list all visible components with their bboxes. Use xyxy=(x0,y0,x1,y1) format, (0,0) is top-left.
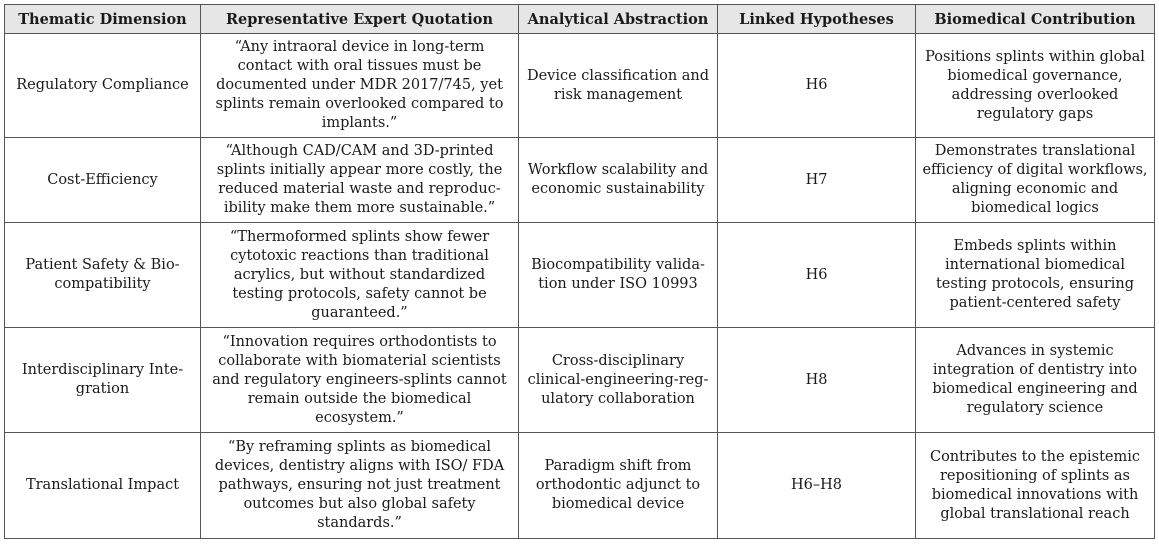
cell-hypotheses: H6 xyxy=(718,223,916,328)
table-row xyxy=(5,328,1155,433)
header-analytical-abstraction: Analytical Abstraction xyxy=(519,5,718,34)
table-row xyxy=(5,138,1155,223)
header-biomedical-contribution: Biomedical Contribution xyxy=(916,5,1155,34)
header-row xyxy=(5,5,1155,34)
header-expert-quotation: Representative Expert Quotation xyxy=(201,5,519,34)
cell-contribution: Positions splints within global biomedical governance, addressing overlooked regulatory gaps xyxy=(916,34,1155,138)
cell-contribution: Embeds splints within international biomedical testing protocols, ensuring patient-centered safety xyxy=(916,223,1155,328)
cell-hypotheses: H6–H8 xyxy=(718,433,916,539)
cell-dimension: Patient Safety & Biocompatibility xyxy=(5,223,201,328)
table-body xyxy=(5,34,1155,539)
cell-dimension: Regulatory Compliance xyxy=(5,34,201,138)
cell-dimension: Interdisciplinary Integration xyxy=(5,328,201,433)
cell-contribution: Contributes to the epistemic repositioning of splints as biomedical innovations with global translational reach xyxy=(916,433,1155,539)
cell-quotation: “By reframing splints as biomedical devices, dentistry aligns with ISO/ FDA pathways, ensuring not just treatment outcomes but also global safety standards.” xyxy=(201,433,519,539)
cell-contribution: Demonstrates translational efficiency of digital workflows, aligning economic and biomedical logics xyxy=(916,138,1155,223)
cell-abstraction: Device classification and risk management xyxy=(519,34,718,138)
table-row xyxy=(5,433,1155,539)
cell-dimension: Translational Impact xyxy=(5,433,201,539)
cell-quotation: “Innovation requires orthodontists to collaborate with biomaterial scientists and regulatory engineers-splints cannot remain outside the biomedical ecosystem.” xyxy=(201,328,519,433)
cell-quotation: “Thermoformed splints show fewer cytotoxic reactions than traditional acrylics, but without standardized testing protocols, safety cannot be guaranteed.” xyxy=(201,223,519,328)
cell-abstraction: Paradigm shift from orthodontic adjunct to biomedical device xyxy=(519,433,718,539)
table-container xyxy=(4,4,1154,539)
cell-abstraction: Biocompatibility validation under ISO 10993 xyxy=(519,223,718,328)
table-header xyxy=(5,5,1155,34)
table-row xyxy=(5,34,1155,138)
cell-quotation: “Although CAD/CAM and 3D-printed splints initially appear more costly, the reduced material waste and reproducibility make them more sustainable.” xyxy=(201,138,519,223)
cell-dimension: Cost-Efficiency xyxy=(5,138,201,223)
cell-hypotheses: H8 xyxy=(718,328,916,433)
header-linked-hypotheses: Linked Hypotheses xyxy=(718,5,916,34)
cell-hypotheses: H7 xyxy=(718,138,916,223)
cell-abstraction: Workflow scalability and economic sustainability xyxy=(519,138,718,223)
header-thematic-dimension: Thematic Dimension xyxy=(5,5,201,34)
cell-hypotheses: H6 xyxy=(718,34,916,138)
table-row xyxy=(5,223,1155,328)
thematic-table xyxy=(4,4,1155,539)
cell-abstraction: Cross-disciplinary clinical-engineering-regulatory collaboration xyxy=(519,328,718,433)
cell-contribution: Advances in systemic integration of dentistry into biomedical engineering and regulatory science xyxy=(916,328,1155,433)
cell-quotation: “Any intraoral device in long-term contact with oral tissues must be documented under MDR 2017/745, yet splints remain overlooked compared to implants.” xyxy=(201,34,519,138)
